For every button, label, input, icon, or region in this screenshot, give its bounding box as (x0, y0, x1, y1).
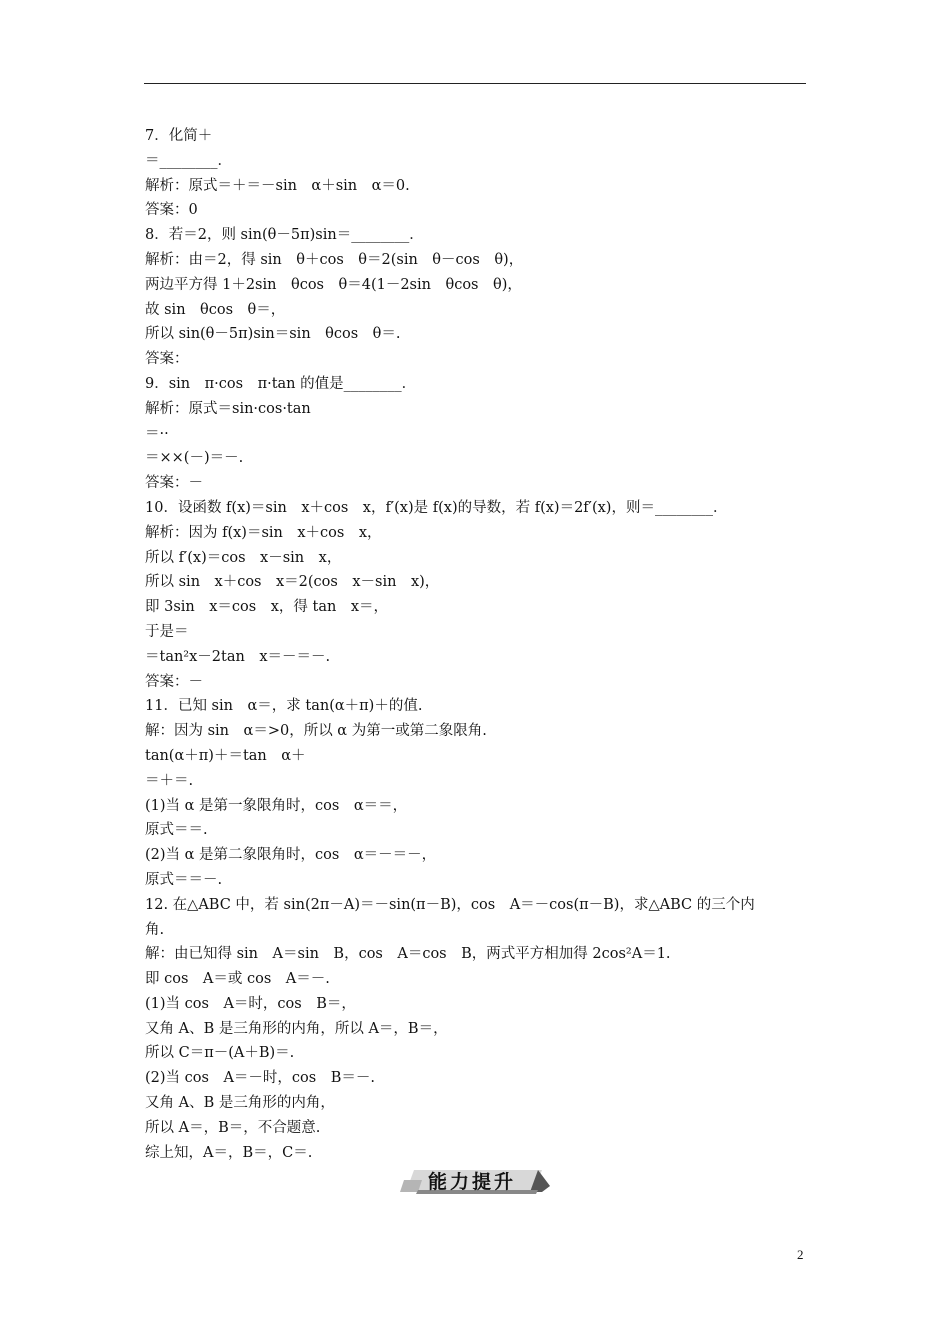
text-line: ＝________． (145, 152, 232, 169)
text-line: 所以 sin x＋cos x＝2(cos x－sin x)， (145, 574, 440, 591)
text-line: 答案：－ (145, 673, 203, 690)
text-line: 即 3sin x＝cos x，得 tan x＝， (145, 599, 388, 616)
text-line: 解析：因为 f(x)＝sin x＋cos x， (145, 524, 382, 541)
text-line: 又角 A、B 是三角形的内角， (145, 1095, 335, 1112)
text-line: 8．若＝2，则 sin(θ－5π)sin＝________． (145, 227, 424, 244)
text-line: ＝·· (145, 425, 169, 442)
text-line: 又角 A、B 是三角形的内角，所以 A＝，B＝， (145, 1020, 448, 1037)
text-line: (1)当 cos A＝时，cos B＝， (145, 995, 356, 1012)
text-line: 两边平方得 1＋2sin θcos θ＝4(1－2sin θcos θ)， (145, 276, 522, 293)
text-line: ＝tan²x－2tan x＝－＝－. (145, 648, 331, 665)
text-line: 解析：原式＝＋＝－sin α＋sin α＝0. (145, 177, 410, 194)
text-line: 所以 f′(x)＝cos x－sin x， (145, 549, 342, 566)
text-line: 于是＝ (145, 623, 189, 640)
text-line: 综上知，A＝，B＝，C＝. (145, 1144, 313, 1161)
text-line: 9．sin π·cos π·tan 的值是________． (145, 375, 417, 392)
text-line: 解：因为 sin α＝>0，所以 α 为第一或第二象限角. (145, 723, 487, 740)
text-line: 答案：0 (145, 202, 198, 219)
text-line: 即 cos A＝或 cos A＝－. (145, 971, 330, 988)
text-line: (1)当 α 是第一象限角时，cos α＝＝， (145, 797, 408, 814)
section-banner-title: 能力提升 (428, 1171, 517, 1193)
text-line: 角. (145, 921, 165, 938)
text-line: tan(α＋π)＋＝tan α＋ (145, 747, 306, 764)
text-line: 解：由已知得 sin A＝sin B，cos A＝cos B，两式平方相加得 2cos²A＝1. (145, 946, 671, 963)
text-line: 原式＝＝. (145, 822, 208, 839)
text-line: 原式＝＝－. (145, 871, 223, 888)
text-line: 答案： (145, 351, 189, 368)
page-number: 2 (797, 1247, 804, 1262)
text-line: (2)当 α 是第二象限角时，cos α＝－＝－， (145, 847, 437, 864)
text-line: 所以 sin(θ－5π)sin＝sin θcos θ＝. (145, 326, 401, 343)
text-line: 10．设函数 f(x)＝sin x＋cos x，f′(x)是 f(x)的导数，若 f(x)＝2f′(x)，则＝________． (145, 499, 728, 516)
text-line: (2)当 cos A＝－时，cos B＝－. (145, 1070, 375, 1087)
text-line: 解析：由＝2，得 sin θ＋cos θ＝2(sin θ－cos θ)， (145, 251, 524, 268)
text-line: 7．化简＋ (145, 128, 213, 144)
text-line: ＝××(－)＝－. (145, 450, 244, 467)
text-line: 所以 C＝π－(A＋B)＝. (145, 1045, 295, 1062)
text-line: 所以 A＝，B＝，不合题意. (145, 1119, 321, 1136)
text-line: 12. 在△ABC 中，若 sin(2π－A)＝－sin(π－B)，cos A＝－cos(π－B)，求△ABC 的三个内 (145, 896, 755, 913)
document-body (145, 124, 810, 1165)
text-line: ＝＋＝. (145, 772, 194, 789)
text-line: 答案：－ (145, 475, 203, 492)
text-line: 11．已知 sin α＝，求 tan(α＋π)＋的值. (145, 698, 423, 715)
text-line: 解析：原式＝sin·cos·tan (145, 400, 311, 417)
header-rule (144, 83, 806, 84)
text-line: 故 sin θcos θ＝， (145, 301, 286, 318)
